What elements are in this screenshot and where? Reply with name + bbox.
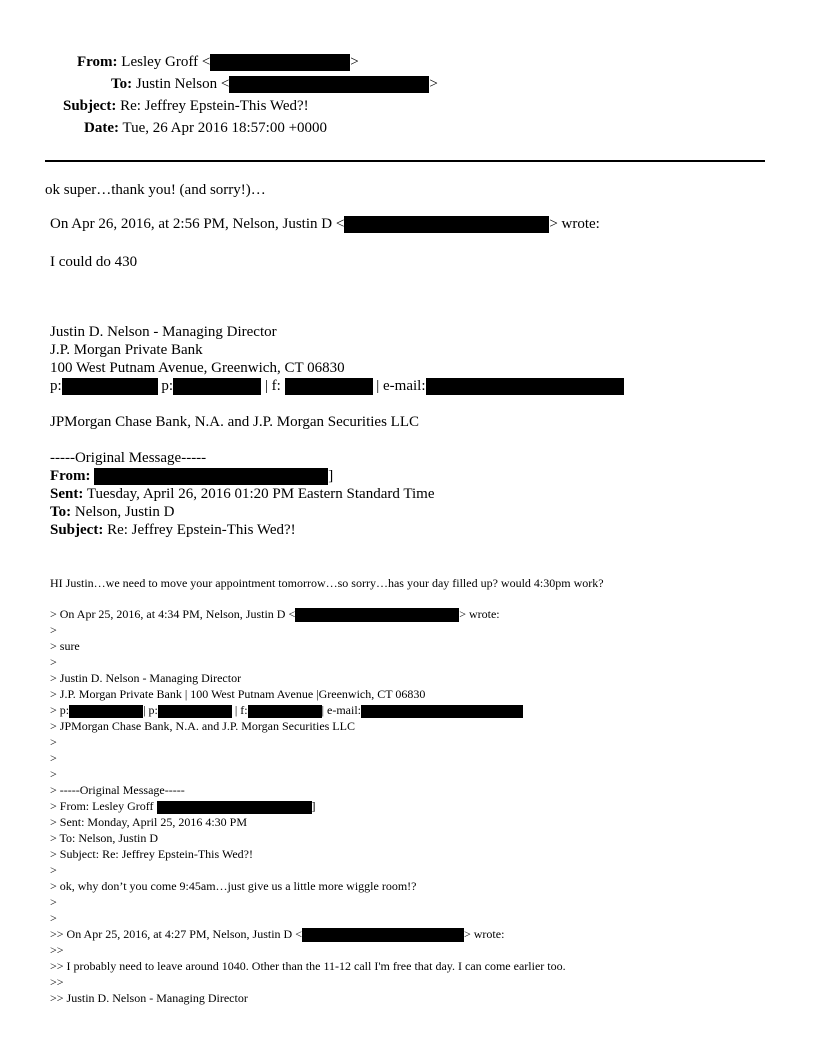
quoted-blank: > (50, 751, 57, 765)
quoted-sig-name: > Justin D. Nelson - Managing Director (50, 671, 242, 685)
original-to: To: Nelson, Justin D (50, 504, 175, 520)
header-to: To: Justin Nelson < > (111, 76, 438, 92)
original-subject: Subject: Re: Jeffrey Epstein-This Wed?! (50, 522, 296, 538)
quoted-message: I could do 430 (50, 254, 138, 270)
redaction-block (344, 216, 549, 233)
redaction-block (229, 76, 429, 93)
redaction-block (295, 608, 459, 622)
quoted-intro: > On Apr 25, 2016, at 4:34 PM, Nelson, Justin D < > wrote: (50, 607, 500, 621)
quoted-sig-name-2: >> Justin D. Nelson - Managing Director (50, 991, 248, 1005)
request-text: HI Justin…we need to move your appointment tomorrow…so sorry…has your day filled up? would 4:30pm work? (50, 576, 604, 590)
quote-intro: On Apr 26, 2016, at 2:56 PM, Nelson, Justin D < > wrote: (50, 216, 600, 232)
redaction-block (62, 378, 158, 395)
original-from: From: ] (50, 468, 334, 484)
quoted-blank: > (50, 911, 57, 925)
reply-text: ok super…thank you! (and sorry!)… (45, 182, 266, 198)
quoted-intro-2: >> On Apr 25, 2016, at 4:27 PM, Nelson, Justin D < > wrote: (50, 927, 505, 941)
quoted-subject: > Subject: Re: Jeffrey Epstein-This Wed?! (50, 847, 253, 861)
redaction-block (157, 801, 312, 814)
quoted-sig-bank: > J.P. Morgan Private Bank | 100 West Putnam Avenue |Greenwich, CT 06830 (50, 687, 426, 701)
quoted-blank: > (50, 623, 57, 637)
quoted-blank: > (50, 767, 57, 781)
quoted-blank: > (50, 735, 57, 749)
redaction-block (248, 705, 322, 718)
redaction-block (173, 378, 261, 395)
quoted-to: > To: Nelson, Justin D (50, 831, 159, 845)
quoted-blank: > (50, 863, 57, 877)
signature-contact: p: p: | f: | e-mail: (50, 378, 624, 395)
signature-company: JPMorgan Chase Bank, N.A. and J.P. Morgan Securities LLC (50, 414, 420, 430)
redaction-block (158, 705, 232, 718)
quoted-blank: > (50, 655, 57, 669)
signature-name: Justin D. Nelson - Managing Director (50, 324, 277, 340)
quoted-sent: > Sent: Monday, April 25, 2016 4:30 PM (50, 815, 247, 829)
header-date: Date: Tue, 26 Apr 2016 18:57:00 +0000 (84, 120, 328, 136)
quoted-blank: >> (50, 943, 64, 957)
redaction-block (361, 705, 523, 718)
quoted-blank: >> (50, 975, 64, 989)
redaction-block (302, 928, 464, 942)
quoted-from: > From: Lesley Groff ] (50, 799, 316, 813)
quoted-blank: > (50, 895, 57, 909)
quoted-proposal: > ok, why don’t you come 9:45am…just give us a little more wiggle room!? (50, 879, 417, 893)
quoted-original-divider: > -----Original Message----- (50, 783, 185, 797)
quoted-company: > JPMorgan Chase Bank, N.A. and J.P. Morgan Securities LLC (50, 719, 355, 733)
original-divider: -----Original Message----- (50, 450, 207, 466)
signature-bank: J.P. Morgan Private Bank (50, 342, 203, 358)
redaction-block (69, 705, 143, 718)
header-divider (45, 160, 765, 162)
header-from: From: Lesley Groff < > (77, 54, 359, 70)
quoted-sig-contact: > p: | p: | f: | e-mail: (50, 703, 523, 719)
redaction-block (210, 54, 350, 71)
header-subject: Subject: Re: Jeffrey Epstein-This Wed?! (63, 98, 309, 114)
redaction-block (426, 378, 624, 395)
redaction-block (285, 378, 373, 395)
original-sent: Sent: Tuesday, April 26, 2016 01:20 PM Eastern Standard Time (50, 486, 435, 502)
quoted-leave-note: >> I probably need to leave around 1040. Other than the 11-12 call I'm free that day. I can come earlier too. (50, 959, 566, 973)
quoted-sure: > sure (50, 639, 80, 653)
redaction-block (94, 468, 328, 485)
signature-address: 100 West Putnam Avenue, Greenwich, CT 06830 (50, 360, 345, 376)
